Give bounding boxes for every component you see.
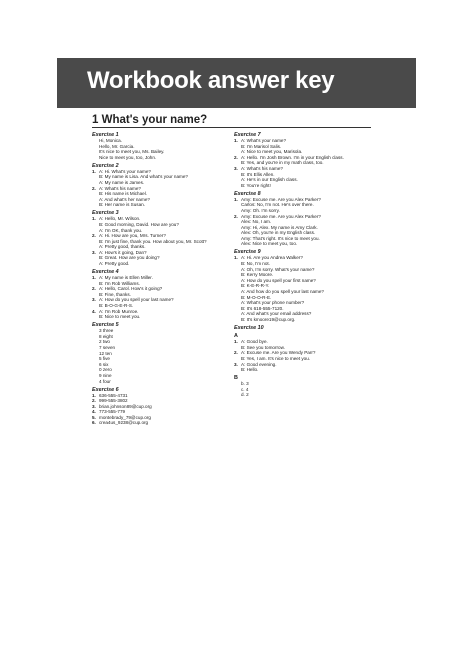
answer-column-right (234, 132, 370, 398)
item-number (92, 314, 99, 320)
answer-text: B: His name is Michael. (99, 191, 147, 197)
answer-text: 636-555-4731 (99, 392, 128, 398)
item-number (234, 241, 241, 247)
title-banner (57, 58, 416, 108)
answer-line (92, 155, 228, 161)
exercise-heading: Exercise 3 (92, 210, 119, 217)
answer-text: B: No, I'm not. (241, 261, 270, 267)
answer-line (92, 314, 228, 320)
item-number (92, 202, 99, 208)
answer-text: A: Excuse me. Are you Wendy Parr? (241, 350, 316, 356)
answer-line (92, 202, 228, 208)
exercise-heading: Exercise 2 (92, 162, 119, 169)
answer-text: Amy: Oh. I'm sorry. (241, 207, 280, 213)
answer-text: crea4us_9238@cup.org (99, 420, 149, 426)
item-number: 2. (234, 213, 238, 219)
item-number (92, 261, 99, 267)
answer-text: B: B-O-G-E-R-S. (99, 303, 134, 309)
item-number: 4. (92, 409, 96, 415)
answer-text: B: See you tomorrow. (241, 344, 285, 350)
item-number: 1. (234, 196, 238, 202)
answer-text: A: What's his name? (99, 185, 141, 191)
answer-text: A: Oh, I'm sorry. What's your name? (241, 266, 315, 272)
item-number: 3. (92, 297, 96, 303)
answer-text: A: How do you spell your first name? (241, 277, 316, 283)
answer-line (234, 392, 370, 398)
item-number: 3. (92, 249, 96, 255)
answer-text: Alex: Nice to meet you, too. (241, 241, 298, 247)
answer-text: B: You're right! (241, 182, 271, 188)
item-number (92, 379, 99, 385)
answer-text: B: K-E-R-R-Y. (241, 283, 270, 289)
item-number: 2. (92, 185, 96, 191)
answer-text: B: It's kmoore19@cup.org. (241, 317, 296, 322)
item-number: 2. (234, 154, 238, 160)
answer-line (234, 367, 370, 373)
answer-line (92, 420, 228, 426)
answer-text: B: Fine, thanks. (99, 291, 131, 297)
answer-column-left (92, 132, 228, 426)
answer-text: d. 2 (241, 392, 249, 398)
answer-text: A: And how do you spell your last name? (241, 289, 324, 295)
exercise-heading: Exercise 6 (92, 386, 119, 393)
answer-text: Alex: No, I am. (241, 219, 272, 225)
answer-text: A: What's your phone number? (241, 300, 305, 306)
answer-text: A: Hello, Carol. How's it going? (99, 286, 163, 292)
answer-text: It's nice to meet you, Ms. Bailey. (99, 149, 165, 155)
item-number (234, 367, 241, 373)
item-number: 2. (234, 350, 238, 356)
answer-text: B: Her name is Susan. (99, 202, 145, 208)
exercise-heading: Exercise 10 (234, 324, 264, 331)
answer-text: A: I'm OK, thank you. (99, 227, 143, 233)
answer-text: A: Hi. How are you, Mrs. Turner? (99, 233, 166, 239)
exercise-heading: Exercise 8 (234, 190, 261, 197)
answer-text: brian.johnson89@cup.org (99, 403, 152, 409)
answer-text: A: Pretty good. (99, 261, 130, 267)
exercise-heading: Exercise 5 (92, 322, 119, 329)
answer-text: B: I'm just fine, thank you. How about you, Mr. Scott? (99, 238, 207, 244)
answer-text: 3 three (99, 328, 114, 334)
answer-text: 5 five (99, 356, 110, 362)
answer-text: B: M-O-O-R-E. (241, 294, 272, 300)
answer-text: B: My name is Lisa. And what's your name? (99, 174, 188, 180)
answer-text: 12 ten (99, 350, 112, 356)
answer-text: b. 3 (241, 380, 249, 386)
answer-text: montebrady_79@cup.org (99, 414, 151, 420)
item-number (234, 317, 241, 323)
answer-line (92, 261, 228, 267)
answer-text: A: And what's her name? (99, 196, 150, 202)
item-number: 1. (92, 168, 96, 174)
answer-text: 773-555-779 (99, 409, 126, 415)
answer-text: B: Hello. (241, 367, 259, 373)
unit-heading: 1 What's your name? (92, 114, 208, 126)
answer-text: B: Good morning, David. How are you? (99, 221, 179, 227)
answer-text: Nice to meet you, too, John. (99, 154, 157, 160)
answer-text: B: Yes, I am. It's nice to meet you. (241, 355, 311, 361)
section-label: B (234, 374, 238, 381)
answer-line (92, 379, 228, 385)
exercise-heading: Exercise 1 (92, 132, 119, 138)
answer-text: A: Nice to meet you, Marisola. (241, 149, 303, 155)
item-number: 3. (234, 165, 238, 171)
section-label: A (234, 333, 238, 340)
answer-text: B: Great. How are you doing? (99, 255, 160, 261)
answer-text: Hello, Mr. Garcia. (99, 143, 135, 149)
answer-text: B: I'm Marisol Salis. (241, 143, 282, 149)
answer-text: Alex: Oh, you're in my English class. (241, 230, 316, 236)
answer-text: B: Kerry Moore. (241, 272, 274, 278)
item-number (234, 183, 241, 189)
answer-text: A: How do you spell your last name? (99, 297, 174, 303)
answer-text: A: What's your name? (241, 138, 287, 143)
answer-text: 999-555-3802 (99, 398, 128, 404)
item-number: 1. (92, 275, 96, 281)
answer-text: A: He's in our English class. (241, 177, 298, 183)
answer-text: 0 zero (99, 367, 112, 373)
answer-text: 8 eight (99, 333, 113, 339)
answer-text: Amy: Excuse me. Are you Alex Parker? (241, 213, 321, 219)
answer-text: Amy: Hi, Alex. My name is Amy Clark. (241, 224, 318, 230)
answer-text: 4 four (99, 378, 111, 384)
answer-text: A: Hello, Mr. Wilson. (99, 216, 141, 222)
item-number: 2. (92, 286, 96, 292)
answer-text: A: Good bye. (241, 339, 268, 345)
exercise-heading: Exercise 7 (234, 132, 261, 138)
item-number (92, 155, 99, 161)
answer-text: A: Pretty good, thanks. (99, 244, 146, 250)
answer-text: Hi, Monica. (99, 138, 122, 143)
answer-text: A: And what's your email address? (241, 311, 312, 317)
heading-rule (92, 127, 371, 128)
exercise-heading: Exercise 4 (92, 269, 119, 276)
answer-text: B: It's 618-555-7120. (241, 305, 284, 311)
answer-text: 6 six (99, 361, 109, 367)
answer-text: c. 4 (241, 386, 249, 392)
item-number: 3. (92, 403, 96, 409)
item-number: 1. (92, 216, 96, 222)
answer-text: A: What's his name? (241, 165, 283, 171)
answer-line (234, 317, 370, 323)
answer-text: 7 seven (99, 344, 116, 350)
item-number (234, 392, 241, 398)
answer-text: Amy: That's right. It's nice to meet you. (241, 235, 320, 241)
answer-text: B: Nice to meet you. (99, 314, 141, 320)
exercise-heading: Exercise 9 (234, 249, 261, 256)
answer-text: B: I'm Rob Williams. (99, 280, 140, 286)
page-title: Workbook answer key (87, 67, 335, 94)
item-number: 3. (234, 361, 238, 367)
item-number: 6. (92, 420, 96, 426)
answer-text: A: My name is Ellen Miller. (99, 275, 153, 281)
answer-text: 9 nine (99, 372, 112, 378)
item-number: 5. (92, 414, 96, 420)
item-number: 1. (234, 339, 238, 345)
answer-text: A: Good evening. (241, 361, 277, 367)
answer-text: A: My name is James. (99, 179, 145, 185)
answer-text: A: Hello. I'm Josh Brown. I'm in your English class. (241, 154, 344, 160)
item-number: 1. (234, 138, 238, 143)
answer-text: A: Hi. What's your name? (99, 168, 151, 174)
item-number: 2. (92, 233, 96, 239)
item-number: 1. (234, 255, 238, 261)
answer-line (234, 241, 370, 247)
answer-text: B: It's Ellis Allen. (241, 171, 275, 177)
answer-text: Carlos: No, I'm not. He's over there. (241, 202, 314, 208)
answer-line (234, 183, 370, 189)
answer-text: A: How's it going, Dan? (99, 249, 147, 255)
answer-text: B: Yes, and you're in my math class, too. (241, 160, 324, 166)
item-number: 1. (92, 392, 96, 398)
item-number: 4. (92, 308, 96, 314)
item-number: 2. (92, 398, 96, 404)
answer-text: 2 two (99, 339, 110, 345)
answer-text: A: Hi. Are you Andrea Walker? (241, 255, 303, 261)
answer-text: A: I'm Rob Munroe. (99, 308, 139, 314)
answer-text: Amy: Excuse me. Are you Alex Parker? (241, 196, 321, 202)
